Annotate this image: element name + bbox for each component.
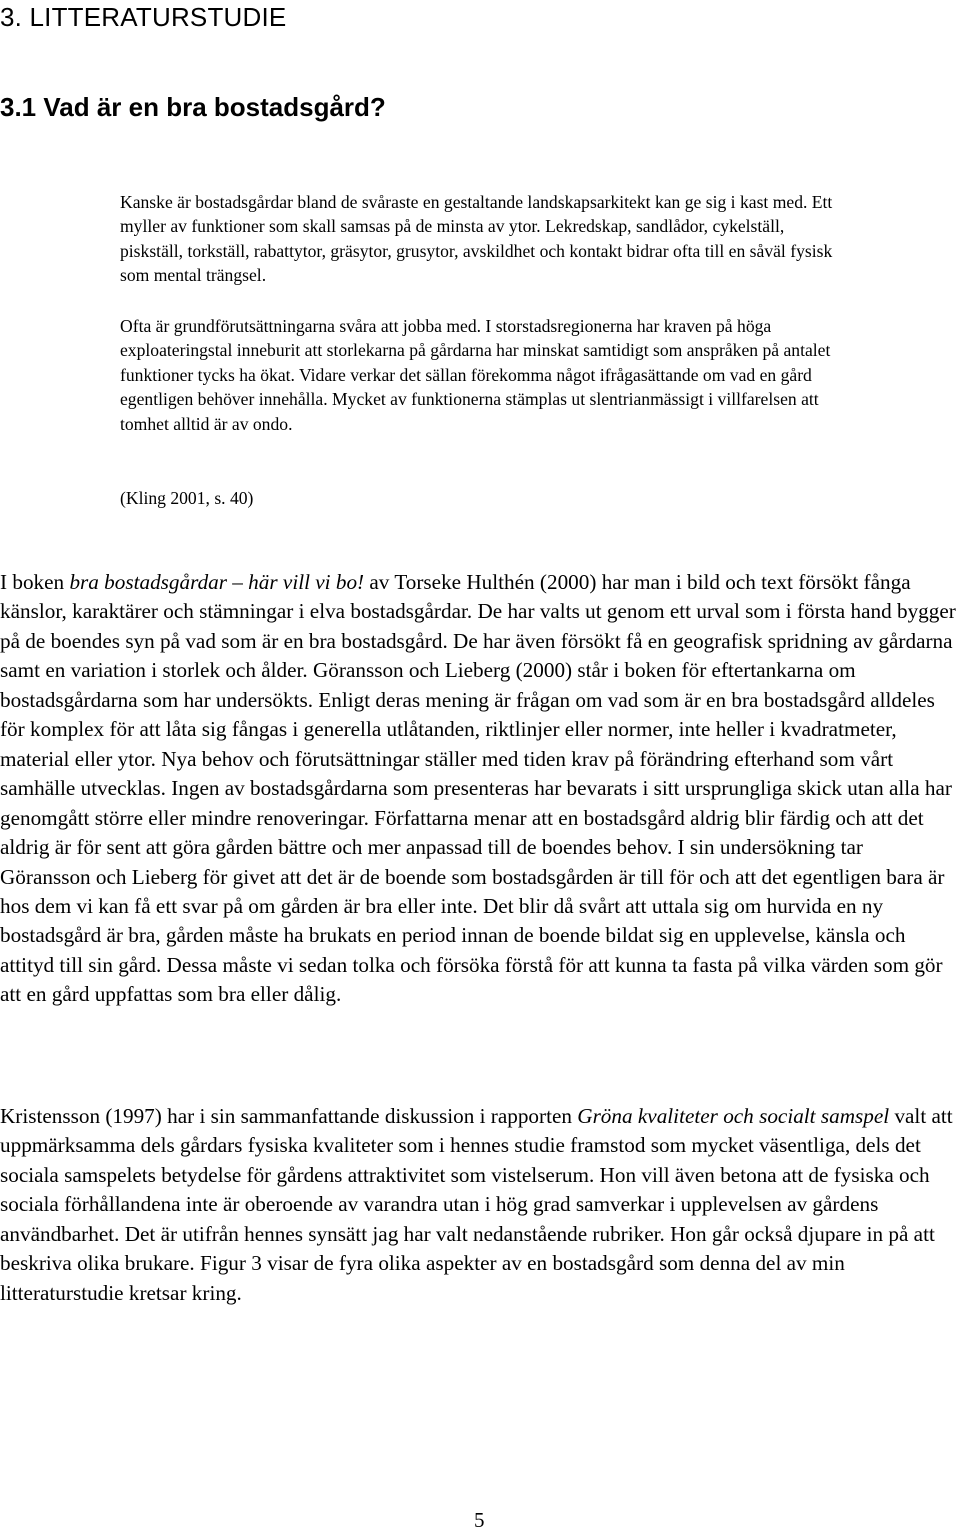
paragraph-1-text: av Torseke Hulthén (2000) har man i bild och text försökt fånga känslor, karaktärer och stämningar i elva bostadsgårdar. De har valts ut genom ett urval som i första hand bygger på de boendes syn på vad som är en bra bostadsgård. De har även försökt få en geografisk spridning av gårdarna samt en variation i storlek och ålder. Göransson och Lieberg (2000) står i boken för eftertankarna om bostadsgårdarna som har undersökts. Enligt deras mening är frågan om vad som är en bra bostadsgård alldeles för komplex för att låta sig fångas i generella utlåtanden, riktlinjer eller normer, inte heller i kvadratmeter, material eller ytor. Nya behov och förutsättningar ställer med tiden krav på förändring efterhand som vårt samhälle utvecklas. Ingen av bostadsgårdarna som presenteras har bevarats i sitt ursprungliga skick utan alla har genomgått större eller mindre renoveringar. Författarna menar att en bostadsgård aldrig blir färdig och att det aldrig är för sent att göra gården bättre och mer anpassad till de boendes behov. I sin undersökning tar Göransson och Lieberg för givet att det är de boende som bostadsgården är till för och att det egentligen bara är hos dem vi kan få ett svar på om gården är bra eller inte. Det blir då svårt att uttala sig om hurvida en ny bostadsgård är bra, gården måste ha brukats en period innan de boende bildat sig en upplevelse, känsla och attityd till sin gård. Dessa måste vi sedan tolka och försöka förstå för att kunna ta fasta på vilka värden som gör att en gård uppfattas som bra eller dålig. [0,570,956,1007]
block-quote-paragraph-2: Ofta är grundförutsättningarna svåra att jobba med. I storstadsregionerna har kraven på höga exploateringstal inneburit att storlekarna på gårdarna har minskat samtidigt som anspråken på antalet funktioner tycks ha ökat. Vidare verkar det sällan förekomma något ifrågasättande om vad en gård egentligen behöver innehålla. Mycket av funktionerna stämplas ut slentrianmässigt i villfarelsen att tomhet alltid är av ondo. [120,316,831,434]
section-heading: 3.1 Vad är en bra bostadsgård? [0,92,386,122]
body-paragraph-1 [0,568,958,1010]
block-quote-paragraph-1: Kanske är bostadsgårdar bland de svåraste en gestaltande landskapsarkitekt kan ge sig i kast med. Ett myller av funktioner som skall samsas på de minsta av ytor. Lekredskap, sandlådor, cykelställ, piskställ, torkställ, rabattytor, gräsytor, grusytor, avskildhet och kontakt bidrar ofta till en såväl fysisk som mental trängsel. [120,192,833,286]
chapter-heading: 3. LITTERATURSTUDIE [0,2,287,32]
report-title: Gröna kvaliteter och socialt samspel [577,1104,890,1128]
book-title: bra bostadsgårdar – här vill vi bo! [69,570,365,594]
paragraph-2-text: valt att uppmärksamma dels gårdars fysiska kvaliteter som i hennes studie framstod som mycket väsentliga, dels det sociala samspelets betydelse för gårdens attraktivitet som vistelserum. Hon vill även betona att de fysiska och sociala förhållandena inte är oberoende av varandra utan i hög grad samverkar i upplevelsen av gårdens användbarhet. Det är utifrån hennes synsätt jag har valt nedanstående rubriker. Hon går också djupare in på att beskriva olika brukare. Figur 3 visar de fyra olika aspekter av en bostadsgård som denna del av min litteraturstudie kretsar kring. [0,1104,953,1305]
paragraph-2-intro: Kristensson (1997) har i sin sammanfattande diskussion i rapporten [0,1104,578,1128]
paragraph-1-intro: I boken [0,570,70,594]
body-paragraph-2 [0,1102,958,1308]
quote-citation: (Kling 2001, s. 40) [120,488,254,508]
page-number: 5 [474,1508,485,1532]
